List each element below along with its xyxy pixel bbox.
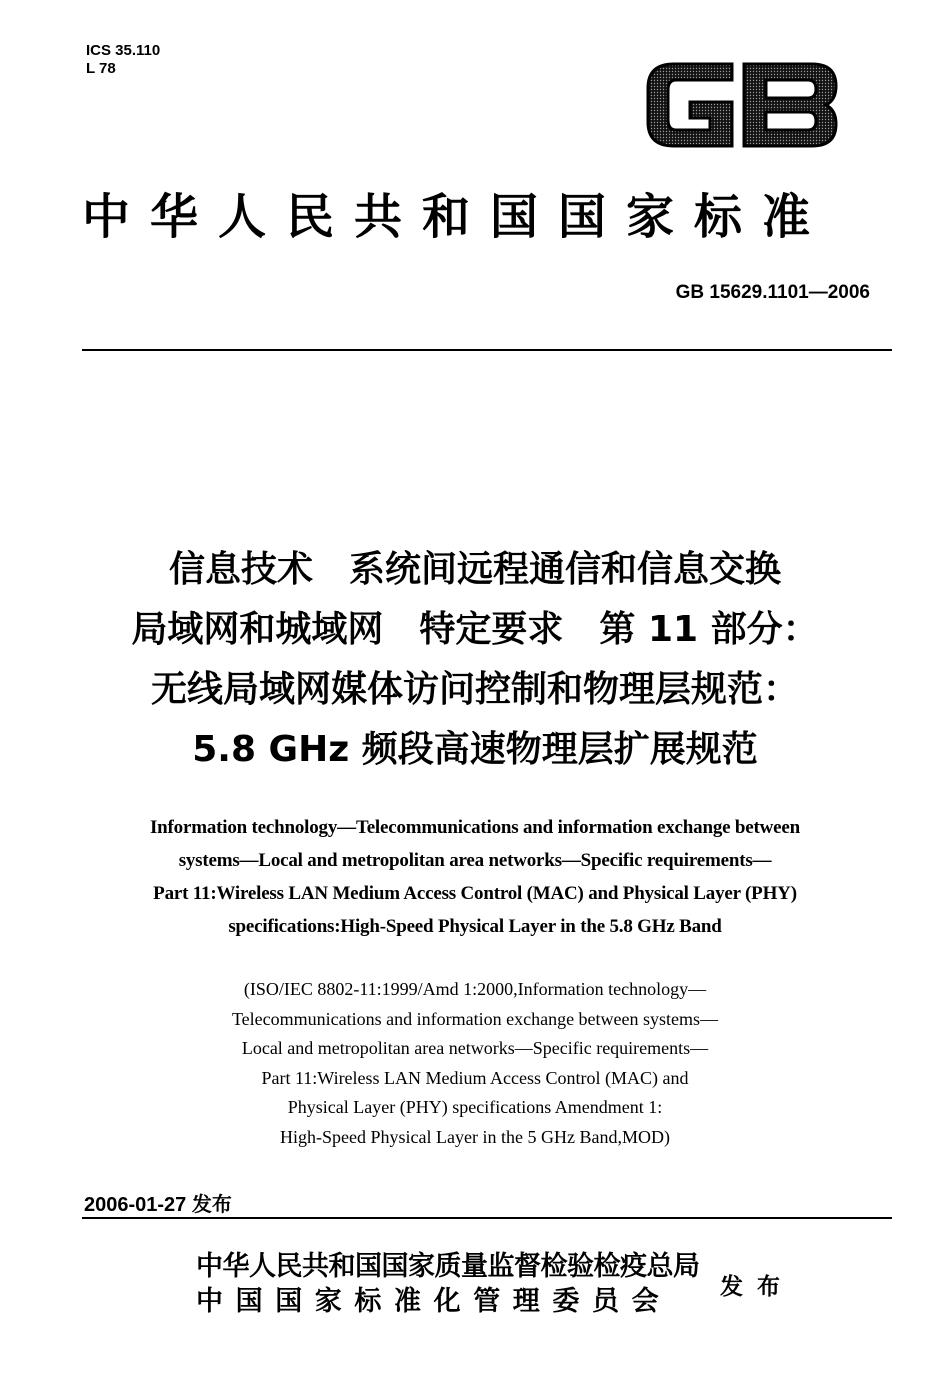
logo-letter-b bbox=[744, 64, 836, 146]
ics-code: ICS 35.110 bbox=[86, 42, 161, 59]
iso-reference-line: (ISO/IEC 8802-11:1999/Amd 1:2000,Information technology— bbox=[243, 979, 707, 999]
top-divider bbox=[82, 349, 892, 351]
classification-codes bbox=[86, 42, 160, 78]
chinese-title-line: 局域网和城域网 特定要求 第 11 部分： bbox=[131, 609, 819, 650]
issuer-sac: 中国国家标准化管理委员会 bbox=[196, 1286, 672, 1317]
iso-reference-line: Telecommunications and information exchange between systems— bbox=[231, 1008, 719, 1029]
gb-logo bbox=[644, 58, 840, 152]
issuer-aqsiq: 中华人民共和国国家质量监督检验检疫总局 bbox=[196, 1251, 700, 1282]
english-title-line: specifications:High-Speed Physical Layer in the 5.8 GHz Band bbox=[228, 916, 722, 937]
issuing-authorities bbox=[196, 1249, 700, 1319]
iso-reference-line: Physical Layer (PHY) specifications Amendment 1: bbox=[287, 1097, 663, 1118]
logo-text: GB bbox=[644, 58, 646, 59]
iso-reference-line: Part 11:Wireless LAN Medium Access Control (MAC) and bbox=[261, 1067, 689, 1088]
issue-date: 2006-01-27 bbox=[84, 1194, 187, 1216]
english-title-line: systems—Local and metropolitan area networks—Specific requirements— bbox=[178, 850, 772, 871]
english-title-line: Part 11:Wireless LAN Medium Access Control (MAC) and Physical Layer (PHY) bbox=[153, 883, 797, 904]
chinese-title-line: 无线局域网媒体访问控制和物理层规范： bbox=[150, 669, 799, 710]
issue-date-line bbox=[84, 1188, 232, 1217]
iso-reference-line: High-Speed Physical Layer in the 5 GHz Band,MOD) bbox=[280, 1126, 670, 1147]
iso-reference bbox=[60, 975, 890, 1153]
english-title bbox=[60, 811, 890, 943]
publish-label: 发布 bbox=[720, 1274, 794, 1300]
english-title-line: Information technology—Telecommunications and information exchange between bbox=[149, 817, 800, 838]
bottom-divider bbox=[82, 1217, 892, 1219]
chinese-title bbox=[60, 540, 890, 780]
ccs-code: L 78 bbox=[86, 60, 116, 77]
logo-letter-g bbox=[648, 64, 732, 146]
chinese-title-line: 信息技术 系统间远程通信和信息交换 bbox=[168, 549, 781, 590]
iso-reference-line: Local and metropolitan area networks—Specific requirements— bbox=[241, 1038, 709, 1059]
issue-label: 发布 bbox=[191, 1192, 232, 1216]
standard-number: GB 15629.1101—2006 bbox=[675, 282, 870, 303]
standard-type-heading: 中华人民共和国国家标准 bbox=[82, 189, 831, 245]
chinese-title-line: 5.8 GHz 频段高速物理层扩展规范 bbox=[192, 729, 758, 770]
